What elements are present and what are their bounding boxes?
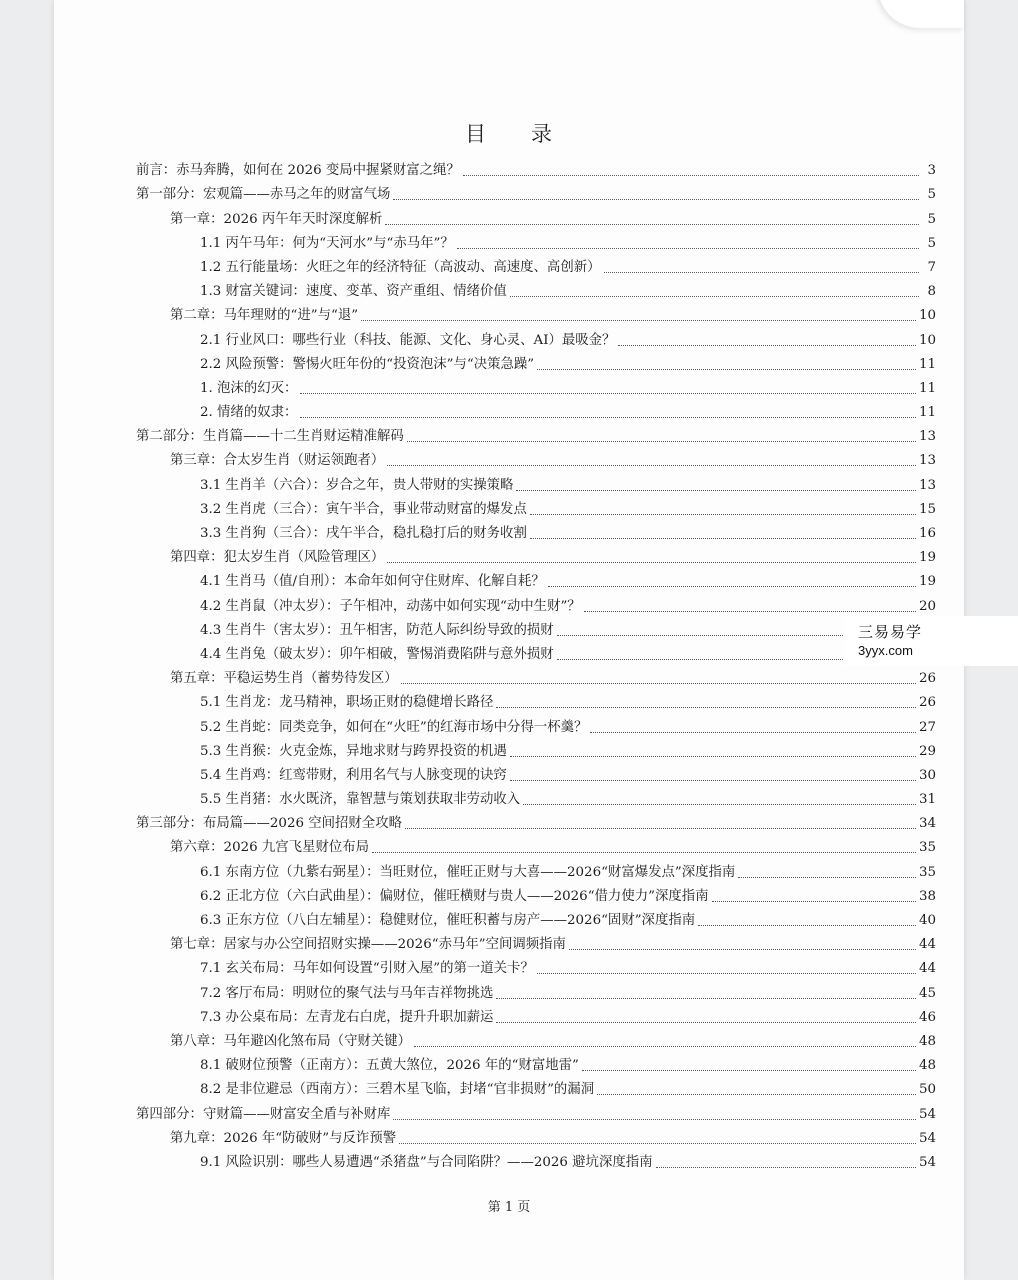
toc-leader-dots — [372, 851, 916, 853]
toc-leader-dots — [597, 1093, 916, 1095]
toc-entry-page: 54 — [918, 1154, 936, 1170]
toc-entry[interactable] — [136, 1003, 936, 1027]
toc-leader-dots — [399, 1142, 916, 1144]
toc-entry-title: 2. 情绪的奴隶： — [200, 405, 298, 421]
toc-entry[interactable] — [136, 906, 936, 930]
toc-leader-dots — [604, 271, 920, 273]
toc-entry-page: 26 — [918, 671, 936, 687]
toc-leader-dots — [393, 198, 919, 200]
toc-leader-dots — [393, 1118, 916, 1120]
toc-entry-page: 54 — [918, 1106, 936, 1122]
toc-entry-title: 5.5 生肖猪：水火既济，靠智慧与策划获取非劳动收入 — [200, 792, 521, 808]
toc-entry-title: 3.3 生肖狗（三合）：戌午半合，稳扎稳打后的财务收割 — [200, 526, 527, 541]
toc-entry-page: 5 — [927, 235, 936, 251]
toc-entry-title: 2.1 行业风口：哪些行业（科技、能源、文化、身心灵、AI）最吸金？ — [200, 332, 616, 348]
toc-leader-dots — [569, 948, 916, 950]
toc-leader-dots — [407, 440, 916, 442]
toc-entry-title: 4.3 生肖牛（害太岁）：丑午相害，防范人际纠纷导致的损财 — [200, 622, 554, 638]
toc-entry-page: 5 — [927, 211, 936, 227]
toc-leader-dots — [656, 1166, 916, 1168]
watermark-brand-text: 三易易学 — [858, 624, 923, 641]
toc-leader-dots — [387, 464, 916, 466]
toc-entry-title: 第二章：马年理财的“进”与“退” — [170, 308, 359, 324]
toc-entry-page: 35 — [918, 864, 936, 880]
toc-leader-dots — [738, 876, 916, 878]
toc-leader-dots — [405, 827, 916, 829]
toc-entry-page: 46 — [918, 1009, 936, 1025]
corner-tab-button[interactable] — [878, 0, 964, 28]
toc-entry[interactable] — [136, 277, 936, 301]
toc-leader-dots — [516, 489, 916, 491]
toc-entry[interactable] — [136, 1027, 936, 1051]
toc-leader-dots — [496, 997, 916, 999]
toc-entry-title: 1.1 丙午马年：何为“天河水”与“赤马年”？ — [200, 235, 454, 251]
toc-entry-page: 7 — [927, 259, 936, 275]
toc-entry-title: 6.2 正北方位（六白武曲星）：偏财位，催旺横财与贵人——2026“借力使力”深度指南 — [200, 888, 709, 904]
toc-entry-title: 第四章：犯太岁生肖（风险管理区） — [170, 550, 385, 566]
toc-entry-page: 10 — [918, 308, 936, 324]
toc-entry[interactable] — [136, 978, 936, 1002]
toc-entry[interactable] — [136, 446, 936, 470]
toc-entry-page: 48 — [918, 1033, 936, 1049]
toc-entry-title: 4.4 生肖兔（破太岁）：卯午相破，警惕消费陷阱与意外损财 — [200, 646, 554, 662]
toc-entry[interactable] — [136, 325, 936, 349]
toc-entry-page: 27 — [918, 719, 936, 735]
toc-entry-title: 前言：赤马奔腾，如何在 2026 变局中握紧财富之绳？ — [136, 163, 460, 179]
toc-entry-page: 44 — [918, 961, 936, 977]
toc-entry[interactable] — [136, 1051, 936, 1075]
watermark-url-text: 3yyx.com — [858, 643, 913, 658]
toc-entry-page: 3 — [927, 163, 936, 179]
toc-entry-title: 5.2 生肖蛇：同类竞争，如何在“火旺”的红海市场中分得一杯羹？ — [200, 719, 588, 735]
toc-leader-dots — [698, 924, 916, 926]
toc-entry[interactable] — [136, 567, 936, 591]
toc-entry-page: 13 — [918, 453, 936, 469]
toc-entry-page: 5 — [927, 187, 936, 203]
toc-entry-page: 16 — [918, 526, 936, 541]
toc-entry-page: 40 — [918, 913, 936, 928]
toc-leader-dots — [584, 610, 916, 612]
toc-entry-title: 3.1 生肖羊（六合）：岁合之年，贵人带财的实操策略 — [200, 477, 514, 493]
toc-title — [54, 118, 964, 148]
toc-entry[interactable] — [136, 156, 936, 180]
toc-entry[interactable] — [136, 470, 936, 494]
toc-entry[interactable] — [136, 204, 936, 228]
toc-entry[interactable] — [136, 350, 936, 374]
toc-entry[interactable] — [136, 640, 936, 664]
toc-leader-dots — [496, 706, 916, 708]
toc-entry[interactable] — [136, 543, 936, 567]
toc-entry-title: 1. 泡沫的幻灭： — [200, 380, 298, 396]
toc-entry-title: 1.3 财富关键词：速度、变革、资产重组、情绪价值 — [200, 284, 507, 300]
toc-leader-dots — [387, 561, 916, 563]
toc-entry-title: 第一章：2026 丙午年天时深度解析 — [170, 211, 383, 227]
toc-entry-title: 7.2 客厅布局：明财位的聚气法与马年吉祥物挑选 — [200, 985, 494, 1001]
toc-entry[interactable] — [136, 591, 936, 615]
table-of-contents — [136, 156, 936, 1172]
toc-entry[interactable] — [136, 882, 936, 906]
toc-entry[interactable] — [136, 712, 936, 736]
toc-leader-dots — [510, 295, 919, 297]
toc-entry-title: 第八章：马年避凶化煞布局（守财关键） — [170, 1033, 412, 1049]
toc-entry-page: 31 — [918, 792, 936, 808]
toc-entry-page: 29 — [918, 743, 936, 759]
toc-leader-dots — [548, 585, 916, 587]
toc-entry-title: 5.1 生肖龙：龙马精神，职场正财的稳健增长路径 — [200, 695, 494, 711]
toc-entry-title: 6.1 东南方位（九紫右弼星）：当旺财位，催旺正财与大喜——2026“财富爆发点”深度指南 — [200, 864, 736, 880]
toc-entry-page: 15 — [918, 501, 936, 517]
toc-entry-title: 8.2 是非位避忌（西南方）：三碧木星飞临，封堵“官非损财”的漏洞 — [200, 1082, 595, 1098]
toc-entry-title: 5.3 生肖猴：火克金炼，异地求财与跨界投资的机遇 — [200, 743, 507, 759]
toc-leader-dots — [618, 344, 916, 346]
toc-leader-dots — [712, 900, 916, 902]
toc-entry[interactable] — [136, 616, 936, 640]
toc-entry[interactable] — [136, 785, 936, 809]
toc-entry-page: 19 — [918, 574, 936, 590]
toc-entry-title: 第一部分：宏观篇——赤马之年的财富气场 — [136, 187, 391, 203]
toc-entry-title: 1.2 五行能量场：火旺之年的经济特征（高波动、高速度、高创新） — [200, 259, 601, 275]
toc-leader-dots — [361, 319, 916, 321]
document-page — [54, 0, 964, 1280]
toc-leader-dots — [401, 682, 916, 684]
toc-entry-title: 第四部分：守财篇——财富安全盾与补财库 — [136, 1106, 391, 1122]
toc-leader-dots — [510, 779, 916, 781]
site-watermark — [844, 616, 1018, 666]
toc-entry-page: 34 — [918, 816, 936, 832]
toc-entry-page: 10 — [918, 332, 936, 348]
toc-entry-title: 第九章：2026 年“防破财”与反诈预警 — [170, 1130, 397, 1146]
toc-entry-title: 4.2 生肖鼠（冲太岁）：子午相冲，动荡中如何实现“动中生财”？ — [200, 598, 581, 614]
toc-entry[interactable] — [136, 761, 936, 785]
toc-entry[interactable] — [136, 737, 936, 761]
toc-entry[interactable] — [136, 519, 936, 543]
toc-entry[interactable] — [136, 954, 936, 978]
toc-entry-page: 54 — [918, 1130, 936, 1146]
toc-entry-title: 7.1 玄关布局：马年如何设置“引财入屋”的第一道关卡？ — [200, 961, 534, 977]
toc-entry-page: 19 — [918, 550, 936, 566]
toc-entry-page: 8 — [927, 284, 936, 300]
toc-entry[interactable] — [136, 253, 936, 277]
toc-entry-title: 第七章：居家与办公空间招财实操——2026“赤马年”空间调频指南 — [170, 937, 566, 953]
toc-leader-dots — [300, 392, 916, 394]
toc-entry-page: 38 — [918, 888, 936, 904]
toc-entry[interactable] — [136, 180, 936, 204]
toc-leader-dots — [523, 803, 916, 805]
toc-entry-page: 13 — [918, 429, 936, 445]
toc-entry[interactable] — [136, 930, 936, 954]
toc-entry-title: 3.2 生肖虎（三合）：寅午半合，事业带动财富的爆发点 — [200, 501, 527, 517]
toc-entry[interactable] — [136, 1148, 936, 1172]
toc-entry-title: 第三章：合太岁生肖（财运领跑者） — [170, 453, 385, 469]
toc-entry-page: 26 — [918, 695, 936, 711]
toc-leader-dots — [510, 755, 916, 757]
toc-entry[interactable] — [136, 664, 936, 688]
toc-entry-title: 第六章：2026 九宫飞星财位布局 — [170, 840, 370, 856]
toc-entry-page: 50 — [918, 1082, 936, 1098]
toc-title-char-1: 目 — [465, 122, 487, 146]
toc-entry-page: 35 — [918, 840, 936, 856]
toc-entry-title: 第三部分：布局篇——2026 空间招财全攻略 — [136, 816, 402, 832]
toc-leader-dots — [537, 368, 916, 370]
toc-entry[interactable] — [136, 301, 936, 325]
toc-leader-dots — [414, 1045, 916, 1047]
toc-entry-page: 30 — [918, 767, 936, 783]
toc-entry-page: 48 — [918, 1058, 936, 1074]
toc-entry-title: 6.3 正东方位（八白左辅星）：稳健财位，催旺积蓄与房产——2026“固财”深度指南 — [200, 913, 696, 928]
toc-entry-page: 45 — [918, 985, 936, 1001]
toc-entry[interactable] — [136, 688, 936, 712]
toc-entry[interactable] — [136, 374, 936, 398]
toc-entry-page: 20 — [918, 598, 936, 614]
toc-entry-title: 8.1 破财位预警（正南方）：五黄大煞位，2026 年的“财富地雷” — [200, 1058, 579, 1074]
toc-entry[interactable] — [136, 229, 936, 253]
toc-entry-title: 第二部分：生肖篇——十二生肖财运精准解码 — [136, 429, 404, 445]
toc-entry-page: 44 — [918, 937, 936, 953]
toc-entry[interactable] — [136, 422, 936, 446]
toc-entry-title: 第五章：平稳运势生肖（蓄势待发区） — [170, 671, 398, 687]
toc-entry-page: 11 — [918, 380, 936, 396]
toc-entry-title: 4.1 生肖马（值/自刑）：本命年如何守住财库、化解自耗？ — [200, 574, 545, 590]
toc-entry-title: 5.4 生肖鸡：红鸾带财，利用名气与人脉变现的诀窍 — [200, 767, 507, 783]
toc-entry-title: 9.1 风险识别：哪些人易遭遇“杀猪盘”与合同陷阱？——2026 避坑深度指南 — [200, 1154, 653, 1170]
toc-title-char-2: 录 — [531, 122, 553, 146]
toc-entry-title: 2.2 风险预警：警惕火旺年份的“投资泡沫”与“决策急躁” — [200, 356, 535, 372]
toc-entry[interactable] — [136, 833, 936, 857]
toc-leader-dots — [590, 731, 916, 733]
toc-leader-dots — [537, 972, 916, 974]
page-number-footer: 第 1 页 — [487, 1200, 531, 1215]
toc-leader-dots — [530, 537, 916, 539]
toc-entry[interactable] — [136, 398, 936, 422]
toc-leader-dots — [300, 416, 916, 418]
toc-leader-dots — [530, 513, 916, 515]
toc-entry[interactable] — [136, 809, 936, 833]
toc-entry[interactable] — [136, 495, 936, 519]
toc-leader-dots — [582, 1069, 916, 1071]
toc-leader-dots — [463, 174, 919, 176]
toc-entry[interactable] — [136, 1099, 936, 1123]
toc-entry[interactable] — [136, 1075, 936, 1099]
toc-entry[interactable] — [136, 1124, 936, 1148]
toc-entry[interactable] — [136, 857, 936, 881]
toc-entry-page: 11 — [918, 405, 936, 421]
toc-entry-title: 7.3 办公桌布局：左青龙右白虎，提升升职加薪运 — [200, 1009, 494, 1025]
toc-entry-page: 11 — [918, 356, 936, 372]
toc-entry-page: 13 — [918, 477, 936, 493]
toc-leader-dots — [457, 247, 919, 249]
toc-leader-dots — [385, 223, 919, 225]
toc-leader-dots — [496, 1021, 916, 1023]
